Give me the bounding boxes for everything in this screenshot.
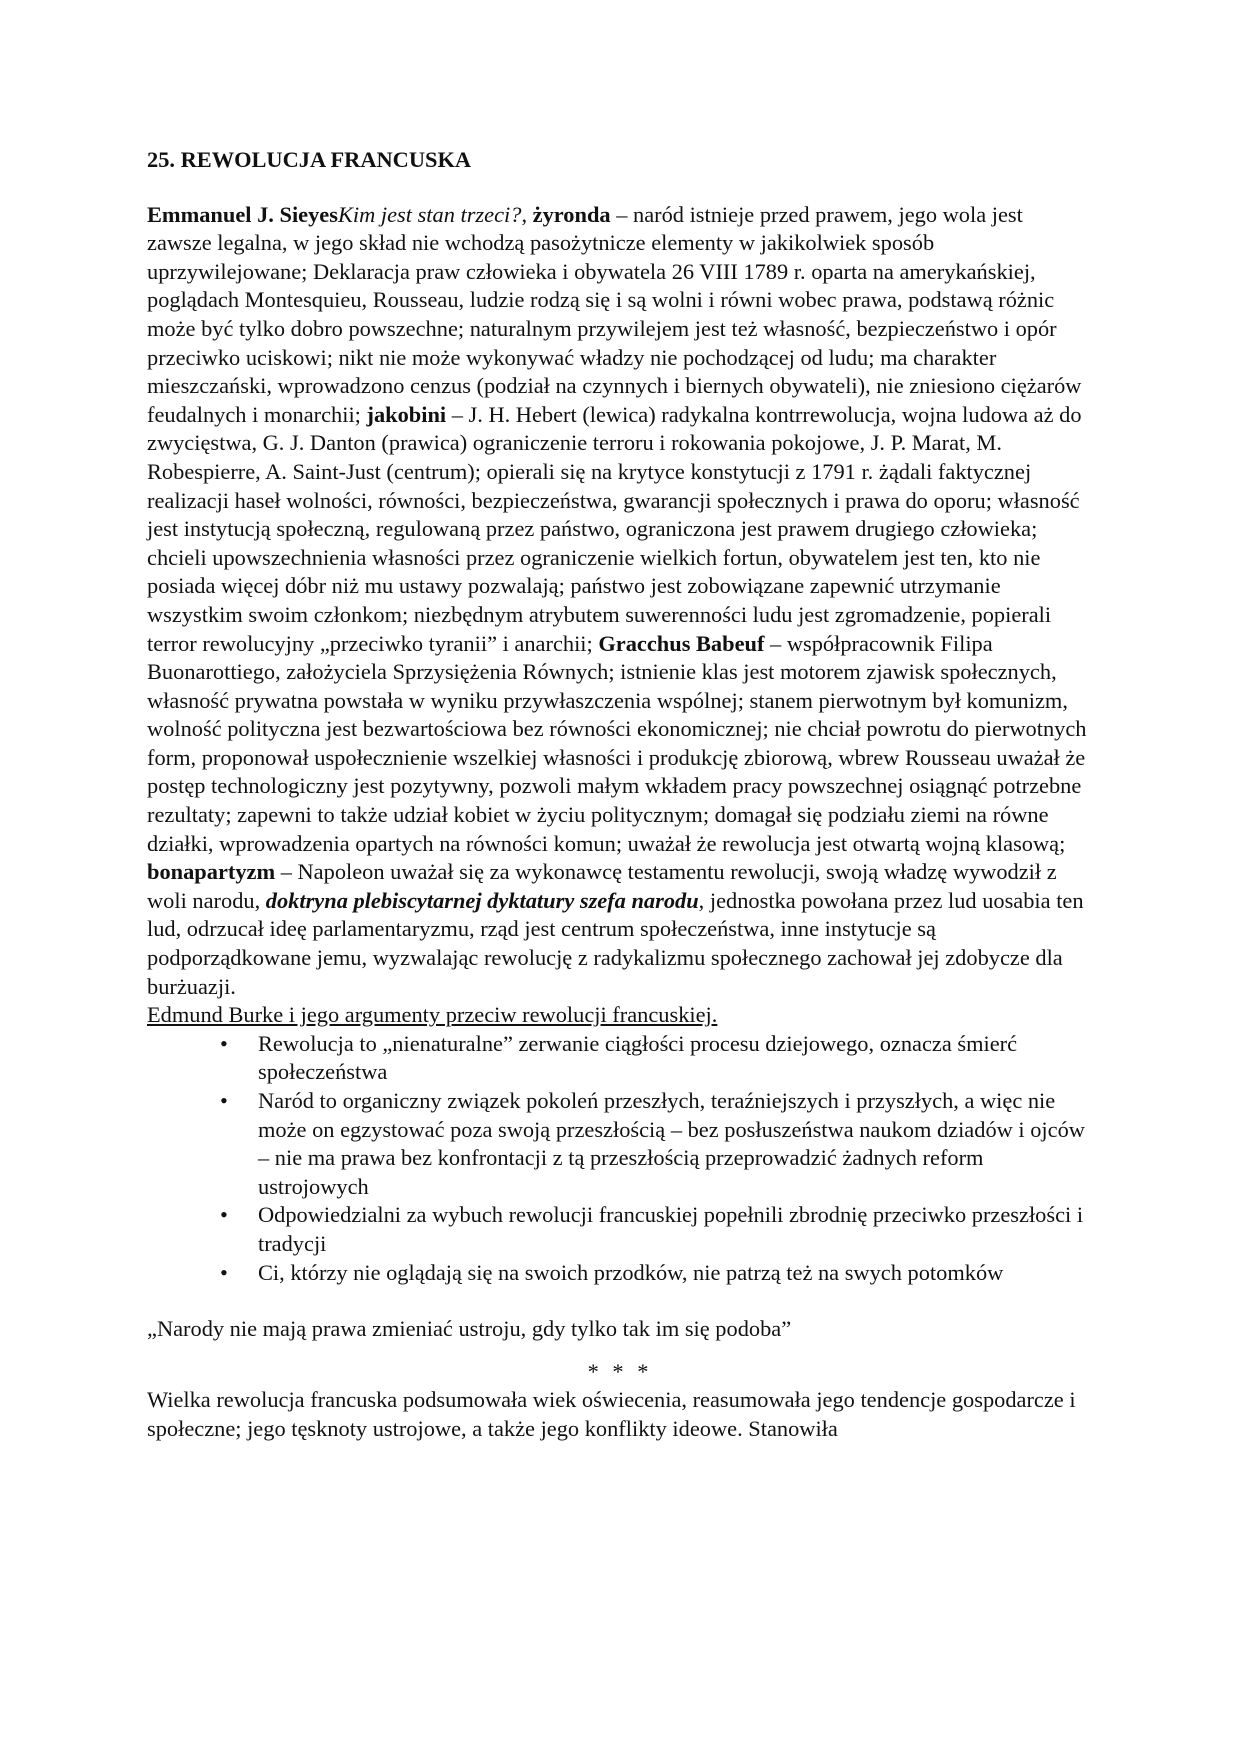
bullet-icon: •	[220, 1259, 228, 1285]
term-jakobini: jakobini	[366, 401, 447, 427]
bullet-icon: •	[220, 1202, 228, 1228]
list-item-text: Rewolucja to „nienaturalne” zerwanie ciągłości procesu dziejowego, oznacza śmierć społeczeństwa	[258, 1030, 1018, 1085]
list-item	[220, 1030, 1093, 1087]
text-run: , jednostka powołana przez lud uosabia ten lud, odrzucał ideę parlamentaryzmu, rząd jest centrum społeczeństwa, inne instytucje są podporządkowane jemu, wyzwalając rewolucję z radykalizmu społecznego zachował jej zdobycze dla burżuazji.	[147, 887, 1084, 999]
main-paragraph	[147, 201, 1093, 1002]
section-separator: * * *	[587, 1358, 653, 1384]
list-item-text: Ci, którzy nie oglądają się na swoich przodków, nie patrzą też na swych potomków	[258, 1259, 1004, 1285]
bullet-icon: •	[220, 1030, 228, 1056]
list-item-text: Naród to organiczny związek pokoleń przeszłych, teraźniejszych i przyszłych, a więc nie może on egzystować poza swoją przeszłością – bez posłuszeństwa naukom dziadów i ojców – nie ma prawa bez konfrontacji z tą przeszłością przeprowadzić żadnych reform ustrojowych	[258, 1088, 1085, 1199]
document-page	[147, 146, 1093, 1444]
list-item	[220, 1087, 1093, 1201]
burke-arguments-list	[147, 1030, 1093, 1287]
list-item-text: Odpowiedzialni za wybuch rewolucji francuskiej popełnili zbrodnię przeciwko przeszłości i tradycji	[258, 1202, 1084, 1256]
text-run: – współpracownik Filipa Buonarottiego, założyciela Sprzysiężenia Równych; istnienie klas jest motorem zjawisk społecznych, własność prywatna powstała w wyniku przywłaszczenia wspólnej; stanem pierwotnym był komunizm, wolność polityczna jest bezwartościowa bez równości ekonomicznej; nie chciał powrotu do pierwotnych form, proponował uspołecznienie wszelkiej własności i produkcję zbiorową, wbrew Rousseau uważał że postęp technologiczny jest pozytywny, pozwoli małym wkładem pracy powszechnej osiągnąć potrzebne rezultaty; zapewni to także udział kobiet w życiu politycznym; domagał się podziału ziemi na równe działki, wprowadzenia opartych na równości komun; uważał że rewolucja jest otwartą wojną klasową;	[147, 630, 1087, 856]
work-title-stan-trzeci: Kim jest stan trzeci?	[337, 201, 522, 227]
text-run: – naród istnieje przed prawem, jego wola jest zawsze legalna, w jego skład nie wchodzą pasożytnicze elementy w jakikolwiek sposób uprzywilejowane; Deklaracja praw człowieka i obywatela 26 VIII 1789 r. oparta na amerykańskiej, poglądach Montesquieu, Rousseau, ludzie rodzą się i są wolni i równi wobec prawa, podstawą różnic może być tylko dobro powszechne; naturalnym przywilejem jest też własność, bezpieczeństwo i opór przeciwko uciskowi; nikt nie może wykonywać władzy nie pochodzącej od ludu; ma charakter mieszczański, wprowadzono cenzus (podział na czynnych i biernych obywateli), nie zniesiono ciężarów feudalnych i monarchii;	[147, 201, 1082, 427]
burke-quote: „Narody nie mają prawa zmieniać ustroju, gdy tylko tak im się podoba”	[147, 1316, 792, 1342]
text-run: – Napoleon uważał się za wykonawcę testamentu rewolucji, swoją władzę wywodził z woli narodu,	[147, 859, 1057, 913]
list-item	[220, 1201, 1093, 1258]
bullet-icon: •	[220, 1088, 228, 1113]
closing-paragraph: Wielka rewolucja francuska podsumowała wiek oświecenia, reasumowała jego tendencje gospodarcze i społeczne; jego tęsknoty ustrojowe, a także jego konflikty ideowe. Stanowiła	[147, 1387, 1076, 1441]
document-title: 25. REWOLUCJA FRANCUSKA	[147, 147, 472, 172]
burke-heading: Edmund Burke i jego argumenty przeciw rewolucji francuskiej.	[147, 1002, 718, 1028]
text-run: ,	[521, 201, 533, 227]
list-item	[220, 1259, 1093, 1288]
text-run: – J. H. Hebert (lewica) radykalna kontrrewolucja, wojna ludowa aż do zwycięstwa, G. J. Danton (prawica) ograniczenie terroru i rokowania pokojowe, J. P. Marat, M. Robespierre, A. Saint-Just (centrum); opierali się na krytyce konstytucji z 1791 r. żądali faktycznej realizacji haseł wolności, równości, bezpieczeństwa, gwarancji społecznych i prawa do oporu; własność jest instytucją społeczną, regulowaną przez państwo, ograniczona jest prawem drugiego człowieka; chcieli upowszechnienia własności przez ograniczenie wielkich fortun, obywatelem jest ten, kto nie posiada więcej dóbr niż mu ustawy pozwalają; państwo jest zobowiązane zapewnić utrzymanie wszystkim swoim członkom; niezbędnym atrybutem suwerenności ludu jest zgromadzenie, popierali terror rewolucyjny „przeciwko tyranii” i anarchii;	[147, 401, 1082, 656]
term-babeuf: Gracchus Babeuf	[598, 630, 765, 656]
term-doktryna: doktryna plebiscytarnej dyktatury szefa narodu	[265, 887, 699, 913]
term-bonapartyzm: bonapartyzm	[147, 859, 276, 885]
term-zyronda: żyronda	[532, 201, 611, 227]
term-sieyes: Emmanuel J. Sieyes	[147, 201, 338, 227]
